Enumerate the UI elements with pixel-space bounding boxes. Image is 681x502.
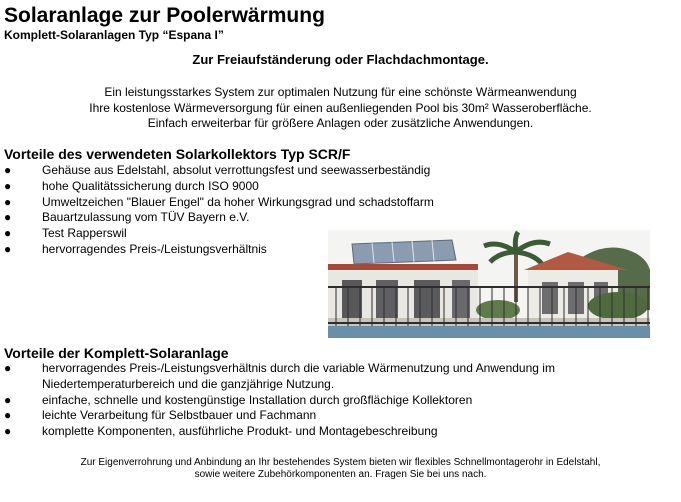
list-item bbox=[0, 361, 640, 393]
list-item bbox=[0, 195, 520, 211]
list-item-text: Bauartzulassung vom TÜV Bayern e.V. bbox=[42, 210, 250, 225]
collector-advantages-heading: Vorteile des verwendeten Solarkollektors Typ SCR/F bbox=[4, 146, 351, 162]
intro-line: Einfach erweiterbar für größere Anlagen oder zusätzliche Anwendungen. bbox=[147, 116, 534, 130]
list-item-text: Test Rapperswil bbox=[42, 226, 127, 241]
list-item-text: hervorragendes Preis-/Leistungsverhältnis bbox=[42, 241, 267, 256]
footer-line: Zur Eigenverrohrung und Anbindung an Ihr bestehendes System bieten wir flexibles Schnellmontagerohr in Edelstahl, bbox=[80, 457, 601, 468]
bullet-icon: ● bbox=[4, 194, 12, 209]
bullet-icon: ● bbox=[4, 178, 12, 193]
bullet-icon: ● bbox=[4, 226, 12, 241]
bullet-icon: ● bbox=[4, 392, 12, 407]
list-item bbox=[0, 424, 640, 440]
bullet-icon: ● bbox=[4, 361, 12, 375]
footer-note bbox=[0, 457, 681, 481]
bullet-icon: ● bbox=[4, 241, 12, 256]
intro-paragraph bbox=[0, 85, 681, 132]
list-item bbox=[0, 393, 640, 409]
footer-line: sowie weitere Zubehörkomponenten an. Fragen Sie bei uns nach. bbox=[194, 469, 487, 480]
list-item bbox=[0, 408, 640, 424]
list-item-text: Umweltzeichen "Blauer Engel" da hoher Wirkungsgrad und schadstoffarm bbox=[42, 194, 434, 209]
system-advantages-list bbox=[0, 361, 640, 440]
list-item bbox=[0, 210, 520, 226]
intro-line: Ihre kostenlose Wärmeversorgung für einen außenliegenden Pool bis 30m² Wasseroberfläche. bbox=[89, 100, 592, 115]
list-item-text: leichte Verarbeitung für Selbstbauer und Fachmann bbox=[42, 408, 317, 423]
list-item-text: einfache, schnelle und kostengünstige Installation durch großflächige Kollektoren bbox=[42, 392, 473, 407]
page-title: Solaranlage zur Poolerwärmung bbox=[4, 4, 325, 27]
list-item-text: hervorragendes Preis-/Leistungsverhältnis durch die variable Wärmenutzung und Anwendung im Niedertemperaturbereich und die ganzjährige Nutzung. bbox=[42, 361, 555, 391]
bullet-icon: ● bbox=[4, 163, 12, 177]
bullet-icon: ● bbox=[4, 424, 12, 439]
bullet-icon: ● bbox=[4, 210, 12, 225]
solar-installation-photo bbox=[328, 230, 650, 338]
bullet-icon: ● bbox=[4, 408, 12, 423]
list-item-text: hohe Qualitätssicherung durch ISO 9000 bbox=[42, 178, 259, 193]
list-item-text: komplette Komponenten, ausführliche Produkt- und Montagebeschreibung bbox=[42, 424, 438, 439]
mounting-note: Zur Freiaufständerung oder Flachdachmontage. bbox=[192, 52, 489, 67]
system-advantages-heading: Vorteile der Komplett-Solaranlage bbox=[4, 345, 229, 361]
list-item-text: Gehäuse aus Edelstahl, absolut verrottungsfest und seewasserbeständig bbox=[42, 163, 431, 177]
intro-line: Ein leistungsstarkes System zur optimalen Nutzung für eine schönste Wärmeanwendung bbox=[104, 85, 577, 99]
product-subtitle: Komplett-Solaranlagen Typ “Espana I” bbox=[4, 28, 224, 42]
list-item bbox=[0, 163, 520, 179]
list-item bbox=[0, 179, 520, 195]
